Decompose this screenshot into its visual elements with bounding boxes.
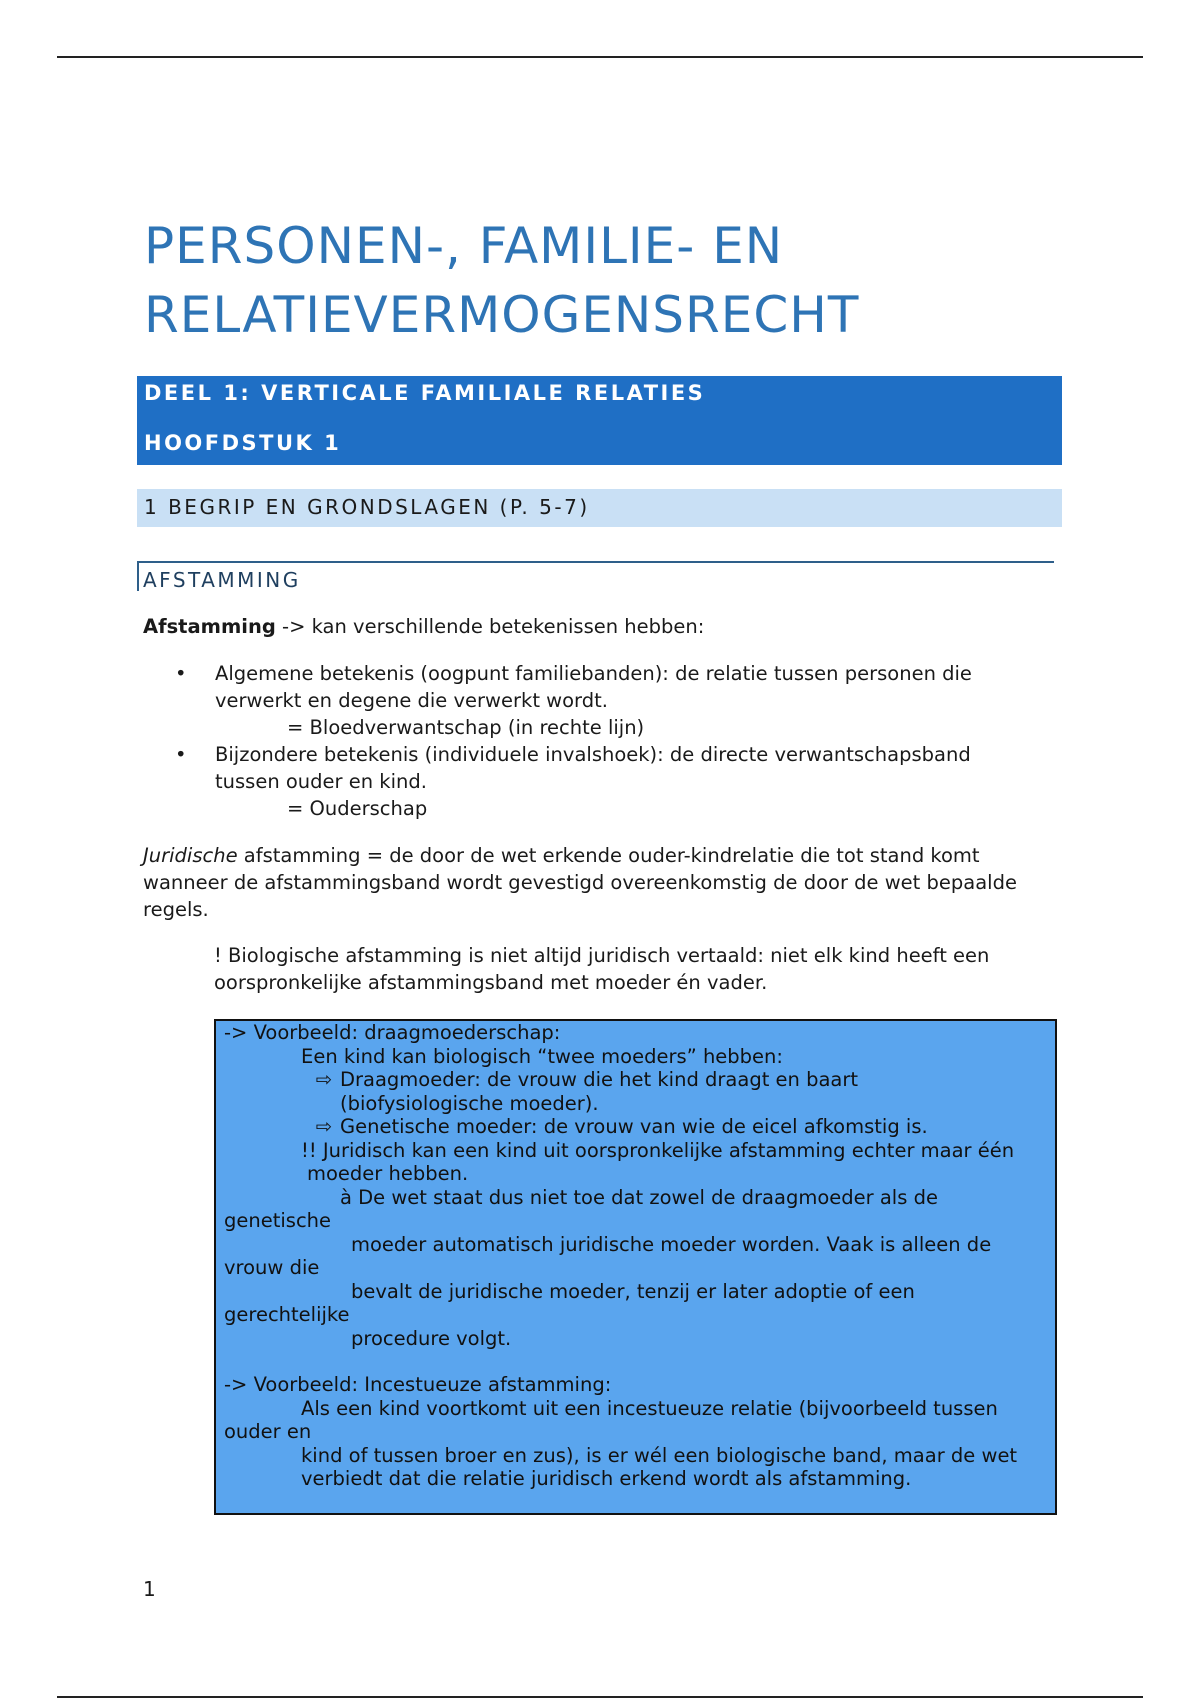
- list-item-line: Algemene betekenis (oogpunt familiebanden): de relatie tussen personen die: [215, 662, 972, 685]
- paragraph-line: wanneer de afstammingsband wordt gevestigd overeenkomstig de door de wet bepaalde: [143, 871, 1017, 894]
- example-item: ⇨ Genetische moeder: de vrouw van wie de eicel afkomstig is.: [224, 1115, 1047, 1139]
- chapter-heading: HOOFDSTUK 1: [144, 431, 342, 455]
- part-heading: DEEL 1: VERTICALE FAMILIALE RELATIES: [144, 381, 706, 405]
- juridische-paragraph: [143, 842, 1063, 923]
- bullet-icon: •: [175, 662, 187, 685]
- example-note: !! Juridisch kan een kind uit oorspronkelijke afstamming echter maar één: [301, 1138, 1015, 1162]
- bottom-rule: [57, 1696, 1143, 1698]
- list-item-line: verwerkt en degene die verwerkt wordt.: [215, 689, 608, 712]
- title-line-2: RELATIEVERMOGENSRECHT: [144, 286, 860, 344]
- document-title: [144, 212, 1104, 350]
- example-header: -> Voorbeeld: draagmoederschap:: [224, 1021, 561, 1044]
- page-number: 1: [143, 1577, 156, 1601]
- paragraph-line: regels.: [143, 898, 209, 921]
- meaning-list: [170, 660, 1040, 822]
- example-conclusion: genetische: [224, 1209, 332, 1232]
- example-conclusion: vrouw die: [224, 1256, 320, 1279]
- bullet-icon: •: [175, 743, 187, 766]
- intro-term: Afstamming: [143, 615, 276, 638]
- example-note: moeder hebben.: [307, 1162, 469, 1185]
- example-conclusion: à De wet staat dus niet toe dat zowel de draagmoeder als de: [340, 1185, 938, 1209]
- paragraph-line: oorspronkelijke afstammingsband met moeder én vader.: [214, 971, 768, 994]
- intro-rest: -> kan verschillende betekenissen hebben:: [275, 615, 705, 638]
- subsection-heading: AFSTAMMING: [137, 561, 1054, 591]
- arrow-right-icon: ⇨: [315, 1068, 333, 1091]
- example-box: [214, 1019, 1057, 1515]
- example-conclusion: procedure volgt.: [351, 1326, 512, 1350]
- example-conclusion: gerechtelijke: [224, 1303, 350, 1326]
- example-line: Een kind kan biologisch “twee moeders” hebben:: [301, 1044, 783, 1068]
- list-item: [170, 660, 1040, 741]
- paragraph-line: afstamming = de door de wet erkende ouder-kindrelatie die tot stand komt: [237, 844, 980, 867]
- example-line: Als een kind voortkomt uit een incestueuze relatie (bijvoorbeeld tussen: [301, 1396, 998, 1420]
- example-conclusion: moeder automatisch juridische moeder worden. Vaak is alleen de: [351, 1232, 992, 1256]
- section-heading: 1 BEGRIP EN GRONDSLAGEN (P. 5-7): [137, 489, 1062, 527]
- example-item: ⇨ Draagmoeder: de vrouw die het kind draagt en baart: [224, 1068, 1047, 1092]
- title-line-1: PERSONEN-, FAMILIE- EN: [144, 217, 784, 275]
- juridische-term: Juridische: [143, 844, 238, 867]
- example-line: kind of tussen broer en zus), is er wél een biologische band, maar de wet: [301, 1443, 1018, 1467]
- warning-paragraph: [214, 942, 1054, 996]
- example-item-continuation: (biofysiologische moeder).: [340, 1091, 599, 1115]
- top-rule: [57, 56, 1143, 58]
- paragraph-line: ! Biologische afstamming is niet altijd juridisch vertaald: niet elk kind heeft een: [214, 944, 990, 967]
- part-heading-band: [137, 376, 1062, 465]
- list-item: [170, 741, 1040, 822]
- list-item-line: Bijzondere betekenis (individuele invalshoek): de directe verwantschapsband: [215, 743, 971, 766]
- intro-paragraph: [143, 613, 704, 640]
- arrow-right-icon: ⇨: [315, 1115, 333, 1138]
- example-line: ouder en: [224, 1420, 312, 1443]
- example-header: -> Voorbeeld: Incestueuze afstamming:: [224, 1373, 612, 1396]
- list-item-line: tussen ouder en kind.: [215, 770, 427, 793]
- list-item-equals: = Ouderschap: [287, 797, 428, 820]
- example-conclusion: bevalt de juridische moeder, tenzij er later adoptie of een: [351, 1279, 915, 1303]
- example-line: verbiedt dat die relatie juridisch erkend wordt als afstamming.: [301, 1467, 912, 1490]
- list-item-equals: = Bloedverwantschap (in rechte lijn): [287, 716, 645, 739]
